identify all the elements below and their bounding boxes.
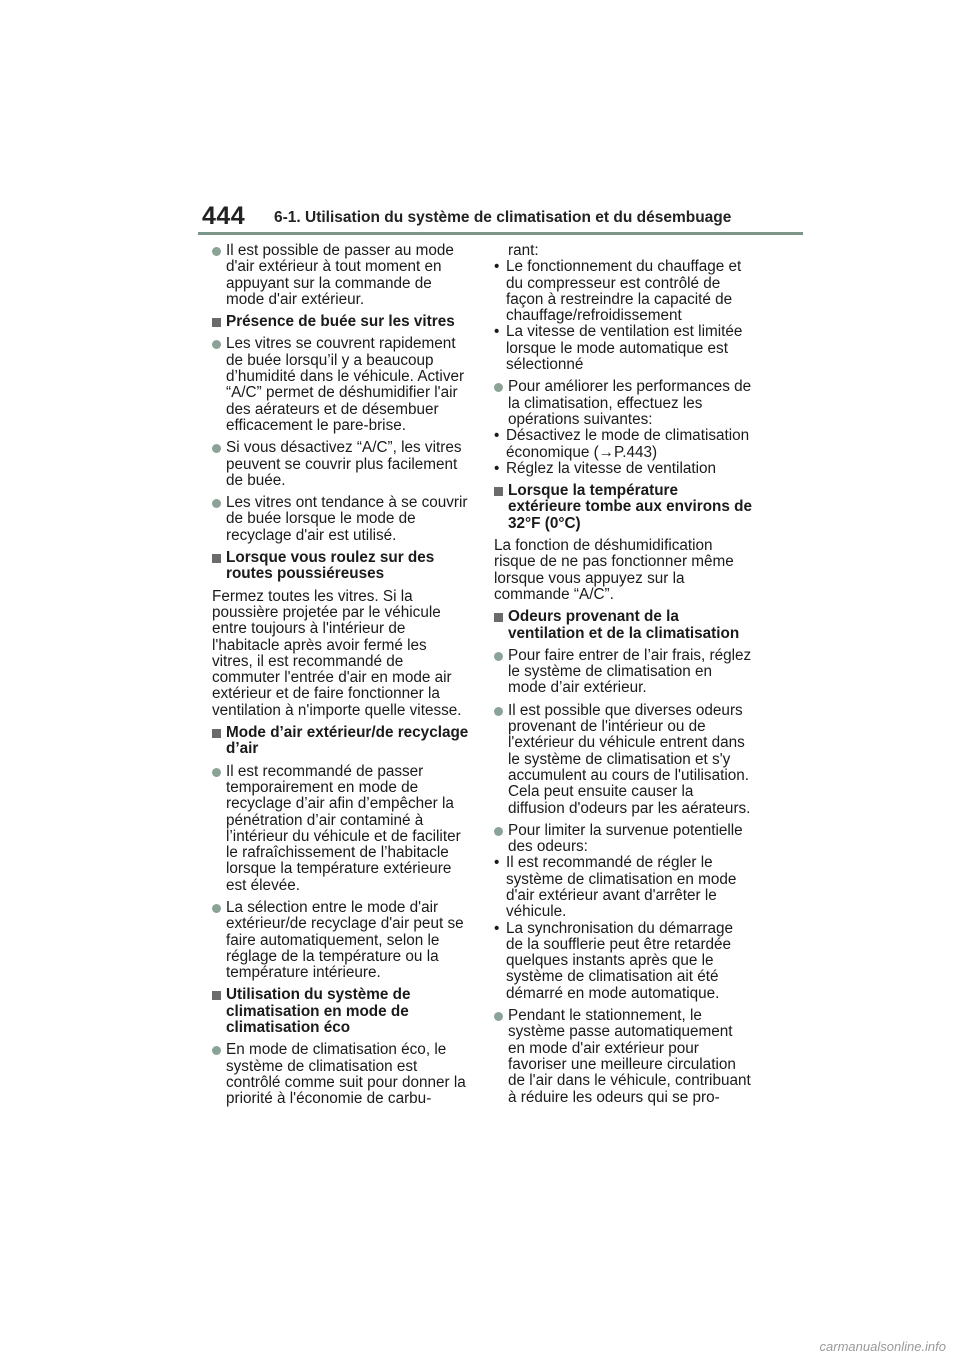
bullet-item: Les vitres se couvrent rapidement de buée lorsqu’il y a beaucoup d’humidité dans le véhicule. Activer “A/C” permet de déshumidifier l'air des aérateurs et de désembuer efficacement le pare-brise. xyxy=(212,336,470,434)
dash-item: • Réglez la vitesse de ventilation xyxy=(494,461,752,477)
subheading: Présence de buée sur les vitres xyxy=(212,314,470,330)
page-header xyxy=(198,200,803,236)
subheading: Lorsque vous roulez sur des routes poussiéreuses xyxy=(212,550,470,583)
dash-item: • Il est recommandé de régler le système de climatisation en mode d'air extérieur avant d'arrêter le véhicule. xyxy=(494,855,752,920)
paragraph: La fonction de déshumidification risque de ne pas fonctionner même lorsque vous appuyez sur la commande “A/C”. xyxy=(494,537,734,603)
dash-item: • Désactivez le mode de climatisation économique (→P.443) xyxy=(494,428,752,461)
footer-watermark-url: carmanualsonline.info xyxy=(819,1339,946,1354)
paragraph: Fermez toutes les vitres. Si la poussière projetée par le véhicule entre toujours à l'intérieur de l'habitacle après avoir fermé les vitres, il est recommandé de commuter l'entrée d'air en mode air extérieur et de faire fonctionner la ventilation à n'importe quelle vitesse. xyxy=(212,587,462,719)
section-title: 6-1. Utilisation du système de climatisation et du désembuage xyxy=(274,209,732,226)
bullet-item: La sélection entre le mode d'air extérieur/de recyclage d'air peut se faire automatiquement, selon le réglage de la température ou la température intérieure. xyxy=(212,900,470,981)
dash-list xyxy=(494,428,752,477)
bullet-item: Si vous désactivez “A/C”, les vitres peuvent se couvrir plus facilement de buée. xyxy=(212,440,470,489)
subheading: Mode d’air extérieur/de recyclage d’air xyxy=(212,725,470,758)
subheading: Utilisation du système de climatisation en mode de climatisation éco xyxy=(212,987,470,1036)
right-column xyxy=(494,243,752,1112)
bullet-item: Pour limiter la survenue potentielle des odeurs: xyxy=(494,823,752,856)
page-number: 444 xyxy=(202,202,246,230)
dash-list xyxy=(494,259,752,373)
subheading: Lorsque la température extérieure tombe aux environs de 32°F (0°C) xyxy=(494,483,752,532)
dash-item: • La vitesse de ventilation est limitée lorsque le mode automatique est sélectionné xyxy=(494,324,752,373)
header-divider xyxy=(198,232,803,235)
left-column xyxy=(212,243,470,1114)
subheading: Odeurs provenant de la ventilation et de la climatisation xyxy=(494,609,752,642)
bullet-item: Les vitres ont tendance à se couvrir de buée lorsque le mode de recyclage d'air est utilisé. xyxy=(212,495,470,544)
bullet-item: Il est possible de passer au mode d'air extérieur à tout moment en appuyant sur la commande de mode d'air extérieur. xyxy=(212,243,470,308)
bullet-item: Il est recommandé de passer temporairement en mode de recyclage d’air afin d’empêcher la pénétration d’air contaminé à l’intérieur du véhicule et de faciliter le rafraîchissement de l’habitacle lorsque la température extérieure est élevée. xyxy=(212,764,470,894)
bullet-item: Pour faire entrer de l’air frais, réglez le système de climatisation en mode d’air extérieur. xyxy=(494,648,752,697)
bullet-item: Il est possible que diverses odeurs provenant de l'intérieur ou de l'extérieur du véhicule entrent dans le système de climatisation et s'y accumulent au cours de l'utilisation. Cela peut ensuite causer la diffusion d'odeurs par les aérateurs. xyxy=(494,703,752,817)
dash-item: • La synchronisation du démarrage de la soufflerie peut être retardée quelques instants après que le système de climatisation ait été démarré en mode automatique. xyxy=(494,921,752,1002)
bullet-item: Pour améliorer les performances de la climatisation, effectuez les opérations suivantes: xyxy=(494,379,752,428)
dash-list xyxy=(494,855,752,1002)
dash-item: • Le fonctionnement du chauffage et du compresseur est contrôlé de façon à restreindre la capacité de chauffage/refroidissement xyxy=(494,259,752,324)
bullet-item: Pendant le stationnement, le système passe automatiquement en mode d'air extérieur pour favoriser une meilleure circulation de l'air dans le véhicule, contribuant à réduire les odeurs qui se pro- xyxy=(494,1008,752,1106)
continued-text: rant: xyxy=(508,242,539,259)
bullet-item: En mode de climatisation éco, le système de climatisation est contrôlé comme suit pour donner la priorité à l'économie de carbu- xyxy=(212,1042,470,1107)
